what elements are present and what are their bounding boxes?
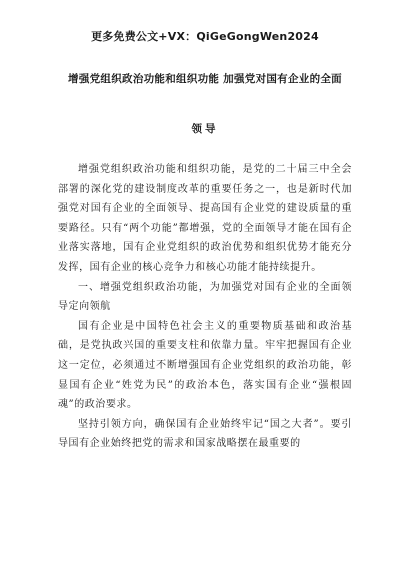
section-heading-1: 一、增强党组织政治功能，为加强党对国有企业的全面领导定向领航 [58,281,352,313]
watermark-text: 更多免费公文+VX：QiGeGongWen2024 [91,30,319,43]
document-body [58,160,352,454]
document-title-line-1: 增强党组织政治功能和组织功能 加强党对国有企业的全面 [68,73,342,85]
body-paragraph-1: 增强党组织政治功能和组织功能，是党的二十届三中全会部署的深化党的建设制度改革的重要任务之一，也是新时代加强党对国有企业的全面领导、提高国有企业党的建设质量的重要路径。只有“两个功能”都增强，党的全面领导才能在国有企业落实落地，国有企业党组织的政治优势和组织优势才能充分发挥，国有企业的核心竞争力和核心功能才能持续提升。 [58,164,352,273]
body-paragraph-3: 坚持引领方向，确保国有企业始终牢记“国之大者”。要引导国有企业始终把党的需求和国家战略摆在最重要的 [58,418,352,450]
document-title-line-2: 领导 [191,123,219,135]
body-paragraph-2: 国有企业是中国特色社会主义的重要物质基础和政治基础，是党执政兴国的重要支柱和依靠力量。牢牢把握国有企业这一定位，必须通过不断增强国有企业党组织的政治功能，彰显国有企业“姓党为民”的政治本色，落实国有企业“强根固魂”的政治要求。 [58,320,352,411]
